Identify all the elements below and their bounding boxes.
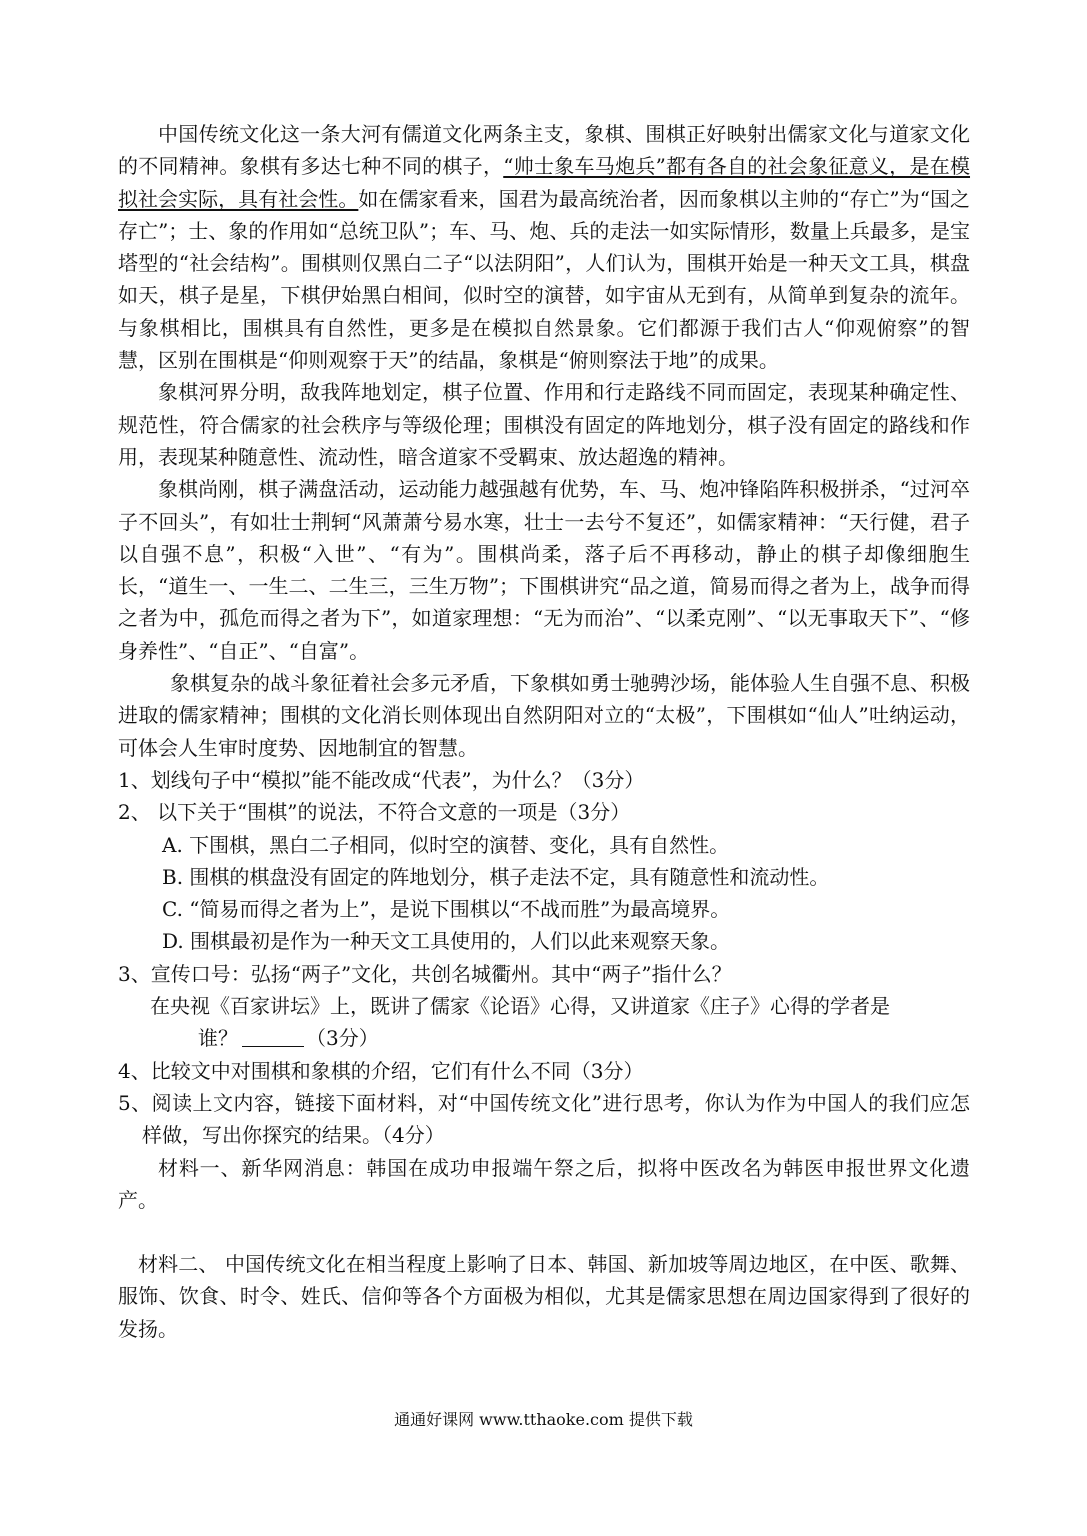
- question-2: 2、 以下关于“围棋”的说法，不符合文意的一项是（3分）: [118, 800, 631, 825]
- question-5: 5、阅读上文内容，链接下面材料，对“中国传统文化”进行思考，你认为作为中国人的我们应怎样做，写出你探究的结果。（4分）: [118, 1090, 970, 1148]
- paragraph-1-text-start: 中国传统文化这一条大河有儒道文化两条主支，象棋、围棋正好映射出儒家文化与道家文化的不同精神。象棋有多达七种不同的棋子，: [118, 122, 970, 179]
- question-4: 4、比较文中对围棋和象棋的介绍，它们有什么不同（3分）: [118, 1058, 644, 1083]
- question-2-option-b: B. 围棋的棋盘没有固定的阵地划分，棋子走法不定，具有随意性和流动性。: [162, 864, 830, 889]
- underlined-sentence: “帅士象车马炮兵”都有各自的社会象征意义，是在模拟社会实际，具有社会性。: [118, 154, 971, 211]
- question-3-score: （3分）: [306, 1026, 379, 1051]
- question-3: 3、宣传口号：弘扬“两子”文化，共创名城衢州。其中“两子”指什么？: [118, 961, 732, 986]
- material-1: 材料一、新华网消息：韩国在成功申报端午祭之后，拟将中医改名为韩医申报世界文化遗产。: [118, 1155, 970, 1212]
- paragraph-1-text-end: 如在儒家看来，国君为最高统治者，因而象棋以主帅的“存亡”为“国之存亡”；士、象的作用如“总统卫队”；车、马、炮、兵的走法一如实际情形，数量上兵最多，是宝塔型的“社会结构”。围棋则仅黑白二子“以法阴阳”，人们认为，围棋开始是一种天文工具，棋盘如天，棋子是星，下棋伊始黑白相间，似时空的演替，如宇宙从无到有，从简单到复杂的流年。与象棋相比，围棋具有自然性，更多是在模拟自然景象。它们都源于我们古人“仰观俯察”的智慧，区别在围棋是“仰则观察于天”的结晶，象棋是“俯则察法于地”的成果。: [118, 186, 970, 373]
- passage-paragraph-2: 象棋河界分明，敌我阵地划定，棋子位置、作用和行走路线不同而固定，表现某种确定性、规范性，符合儒家的社会秩序与等级伦理；围棋没有固定的阵地划分，棋子没有固定的路线和作用，表现某种随意性、流动性，暗含道家不受羁束、放达超逸的精神。: [118, 380, 970, 469]
- passage-paragraph-1: [118, 118, 970, 376]
- question-2-option-c: C. “简易而得之者为上”，是说下围棋以“不战而胜”为最高境界。: [162, 897, 731, 922]
- page-footer: 通通好课网 www.tthaoke.com 提供下载: [394, 1410, 693, 1429]
- question-3-subquestion: 在央视《百家讲坛》上，既讲了儒家《论语》心得，又讲道家《庄子》心得的学者是: [150, 994, 890, 1019]
- blank-line: [118, 1216, 970, 1248]
- question-1: 1、划线句子中“模拟”能不能改成“代表”，为什么？（3分）: [118, 767, 645, 792]
- document-body: [118, 118, 970, 1345]
- question-2-option-d: D. 围棋最初是作为一种天文工具使用的，人们以此来观察天象。: [162, 929, 731, 954]
- material-2: 材料二、 中国传统文化在相当程度上影响了日本、韩国、新加坡等周边地区，在中医、歌舞、服饰、饮食、时令、姓氏、信仰等各个方面极为相似，尤其是儒家思想在周边国家得到了很好的发扬。: [118, 1252, 970, 1341]
- passage-paragraph-4: 象棋复杂的战斗象征着社会多元矛盾，下象棋如勇士驰骋沙场，能体验人生自强不息、积极进取的儒家精神；围棋的文化消长则体现出自然阴阳对立的“太极”，下围棋如“仙人”吐纳运动，可体会人生审时度势、因地制宜的智慧。: [118, 671, 970, 760]
- passage-paragraph-3: 象棋尚刚，棋子满盘活动，运动能力越强越有优势，车、马、炮冲锋陷阵积极拼杀，“过河卒子不回头”，有如壮士荆轲“风萧萧兮易水寒，壮士一去兮不复还”，如儒家精神：“天行健，君子以自强不息”，积极“入世”、“有为”。围棋尚柔，落子后不再移动，静止的棋子却像细胞生长，“道生一、一生二、二生三，三生万物”；下围棋讲究“品之道，简易而得之者为上，战争而得之者为中，孤危而得之者为下”，如道家理想：“无为而治”、“以柔克刚”、“以无事取天下”、“修身养性”、“自正”、“自富”。: [118, 477, 970, 663]
- question-2-option-a: A. 下围棋，黑白二子相同，似时空的演替、变化，具有自然性。: [162, 832, 730, 857]
- question-3-answer-line: [118, 1022, 970, 1054]
- answer-blank[interactable]: [242, 1026, 304, 1047]
- question-3-who: 谁？: [198, 1026, 238, 1051]
